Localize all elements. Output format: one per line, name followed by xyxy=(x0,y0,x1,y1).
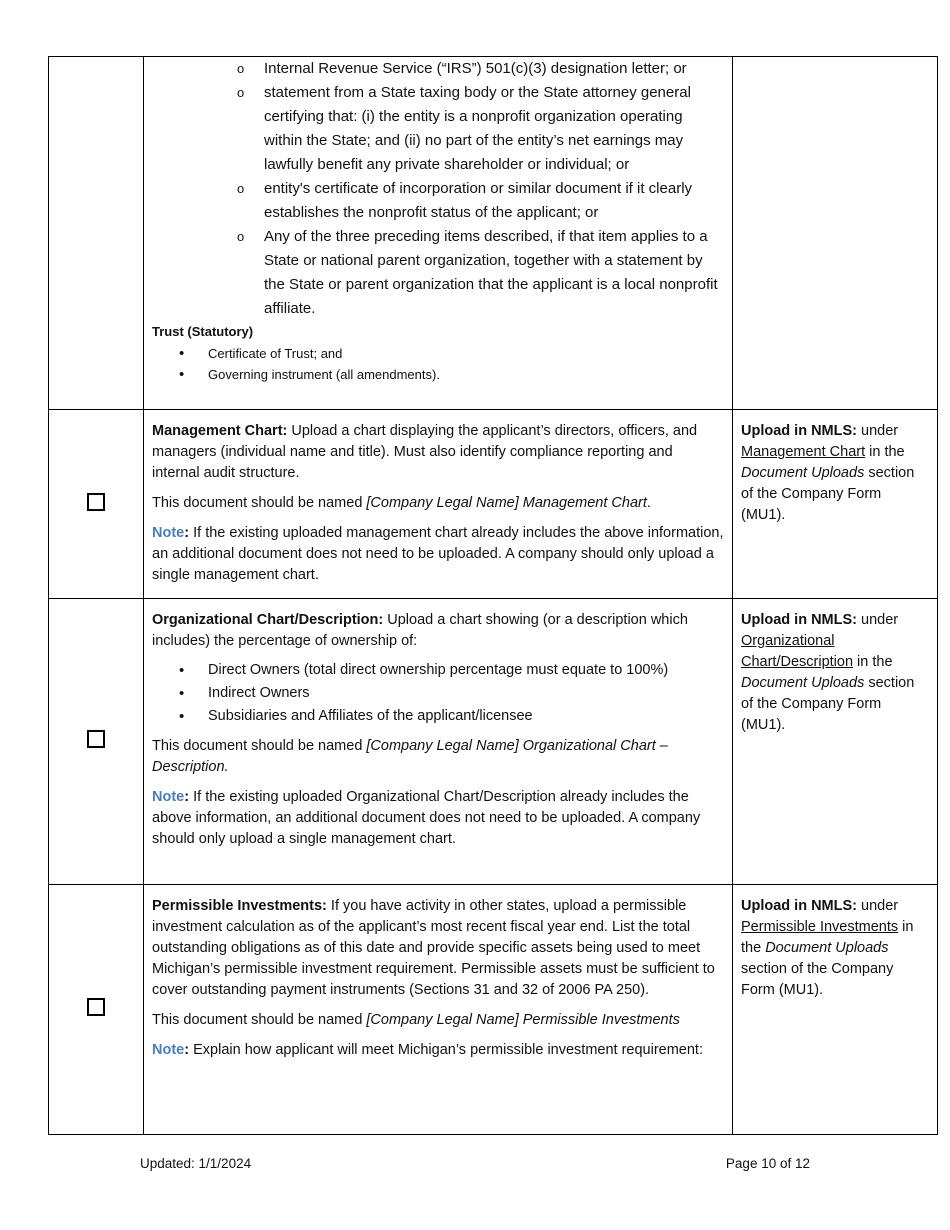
open-circle-bullet-icon: o xyxy=(237,229,245,244)
note-label: Note xyxy=(152,1042,185,1058)
ownership-list xyxy=(152,660,724,727)
checkbox-cell xyxy=(49,57,144,410)
upload-label: Upload in NMLS: xyxy=(741,898,857,914)
list-item: • Indirect Owners xyxy=(179,685,310,702)
upload-instructions-cell xyxy=(733,410,938,599)
upload-instruction: Upload in NMLS: under Organizational Chart/Description in the Document Uploads section of the Company Form (MU1). xyxy=(741,612,915,733)
naming-instruction: This document should be named [Company Legal Name] Management Chart. xyxy=(152,495,651,511)
document-name: [Company Legal Name] Permissible Investments xyxy=(366,1012,680,1028)
requirement-title: Organizational Chart/Description: xyxy=(152,612,384,628)
list-item: o Internal Revenue Service (“IRS”) 501(c)(3) designation letter; or xyxy=(152,57,724,81)
checkbox-cell xyxy=(49,410,144,599)
checkbox-cell xyxy=(49,599,144,885)
checkbox-cell xyxy=(49,885,144,1135)
open-circle-bullet-icon: o xyxy=(237,181,245,196)
list-item: o Any of the three preceding items described, if that item applies to a State or national parent organization, together with a statement by the State or parent organization that the applicant is a local nonprofit affiliate. xyxy=(152,225,724,321)
bullet-icon: • xyxy=(179,662,185,679)
upload-target-link: Permissible Investments xyxy=(741,919,899,935)
upload-instructions-cell xyxy=(733,885,938,1135)
permissible-investments-description: Permissible Investments: If you have activity in other states, upload a permissible investment calculation as of the applicant’s most recent fiscal year end. List the total outstanding obligations as of this date and provide specific assets being used to meet Michigan’s permissible investment requirement. Permissible assets must be sufficient to cover outstanding payment instruments (Sections 31 and 32 of 2006 PA 250). xyxy=(152,898,715,998)
bullet-icon: • xyxy=(179,685,185,702)
management-chart-checkbox[interactable] xyxy=(87,493,105,511)
upload-target-link: Management Chart xyxy=(741,444,866,460)
permissible-investments-checkbox[interactable] xyxy=(87,998,105,1016)
trust-heading: Trust (Statutory) xyxy=(152,324,254,339)
document-name: [Company Legal Name] Organizational Chart – Description. xyxy=(152,738,668,775)
list-item: • Direct Owners (total direct ownership percentage must equate to 100%) xyxy=(179,662,669,679)
note: Note: If the existing uploaded management chart already includes the above information, an additional document does not need to be uploaded. A company should only upload a single management chart. xyxy=(152,525,724,583)
upload-label: Upload in NMLS: xyxy=(741,612,857,628)
upload-instructions-cell xyxy=(733,57,938,410)
upload-instructions-cell xyxy=(733,599,938,885)
list-item: o entity's certificate of incorporation or similar document if it clearly establishes the nonprofit status of the applicant; or xyxy=(152,177,724,225)
table-row xyxy=(49,57,938,410)
requirements-table xyxy=(48,56,938,1135)
requirement-cell xyxy=(144,599,733,885)
bullet-icon: • xyxy=(179,345,185,362)
organizational-chart-description: Organizational Chart/Description: Upload a chart showing (or a description which includes) the percentage of ownership of: xyxy=(152,612,688,649)
document-name: [Company Legal Name] Management Chart xyxy=(366,495,647,511)
naming-instruction: This document should be named [Company Legal Name] Permissible Investments xyxy=(152,1012,680,1028)
footer-page-number: Page 10 of 12 xyxy=(725,1156,810,1171)
requirement-cell xyxy=(144,885,733,1135)
note: Note: Explain how applicant will meet Michigan’s permissible investment requirement: xyxy=(152,1042,703,1058)
list-item: o statement from a State taxing body or the State attorney general certifying that: (i) the entity is a nonprofit organization operating within the State; and (ii) no part of the entity’s net earnings may lawfully benefit any private shareholder or individual; or xyxy=(152,81,724,177)
table-row xyxy=(49,599,938,885)
requirement-title: Management Chart: xyxy=(152,423,288,439)
note-label: Note xyxy=(152,525,185,541)
upload-target-link: Organizational Chart/Description xyxy=(741,633,854,670)
nonprofit-documents-list xyxy=(152,57,724,321)
management-chart-description: Management Chart: Upload a chart displaying the applicant’s directors, officers, and managers (individual name and title). Must also identify compliance reporting and internal audit structure. xyxy=(152,423,698,481)
list-item: • Certificate of Trust; and xyxy=(179,345,343,362)
footer-updated-date: Updated: 1/1/2024 xyxy=(140,1156,252,1171)
note-label: Note xyxy=(152,789,185,805)
upload-instruction: Upload in NMLS: under Management Chart in the Document Uploads section of the Company Form (MU1). xyxy=(741,423,915,523)
table-row xyxy=(49,410,938,599)
requirement-cell xyxy=(144,57,733,410)
requirement-cell xyxy=(144,410,733,599)
open-circle-bullet-icon: o xyxy=(237,85,245,100)
list-item: • Governing instrument (all amendments). xyxy=(179,366,440,383)
naming-instruction: This document should be named [Company Legal Name] Organizational Chart – Description. xyxy=(152,738,668,775)
open-circle-bullet-icon: o xyxy=(237,61,245,76)
requirement-title: Permissible Investments: xyxy=(152,898,327,914)
organizational-chart-checkbox[interactable] xyxy=(87,730,105,748)
upload-label: Upload in NMLS: xyxy=(741,423,857,439)
bullet-icon: • xyxy=(179,366,185,383)
note: Note: If the existing uploaded Organizational Chart/Description already includes the above information, an additional document does not need to be uploaded. A company should only upload a single management chart. xyxy=(152,789,701,847)
table-row xyxy=(49,885,938,1135)
trust-documents-list xyxy=(152,343,724,385)
list-item: • Subsidiaries and Affiliates of the applicant/licensee xyxy=(179,708,533,725)
upload-instruction: Upload in NMLS: under Permissible Investments in the Document Uploads section of the Company Form (MU1). xyxy=(741,898,914,998)
bullet-icon: • xyxy=(179,708,185,725)
